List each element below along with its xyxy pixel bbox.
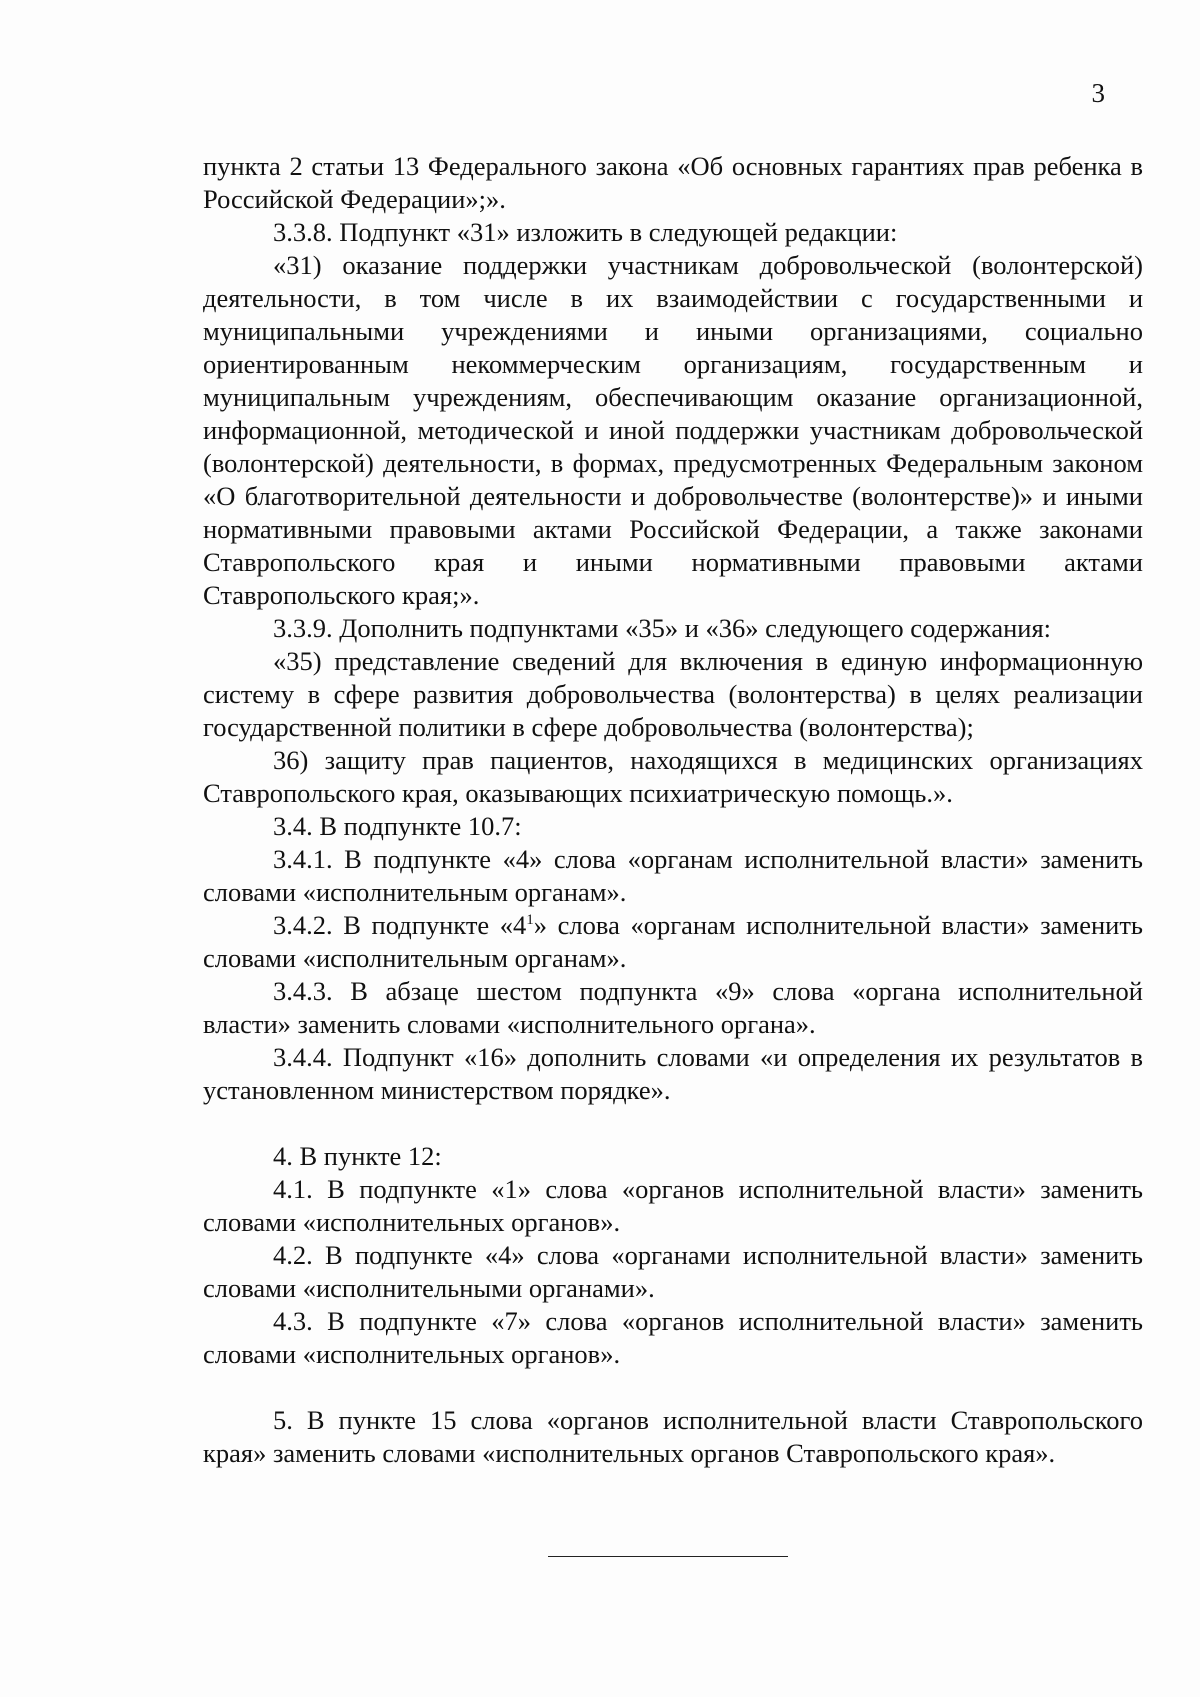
paragraph-3-4-3: 3.4.3. В абзаце шестом подпункта «9» слова «органа исполнительной власти» заменить словами «исполнительного органа». [203,976,1143,1039]
paragraph-3-4: 3.4. В подпункте 10.7: [273,811,522,841]
paragraph-continuation: пункта 2 статьи 13 Федерального закона «Об основных гарантиях прав ребенка в Российской Федерации»;». [203,151,1143,214]
paragraph-3-3-8: 3.3.8. Подпункт «31» изложить в следующей редакции: [273,217,898,247]
paragraph-gap [203,1107,1143,1140]
document-body [203,150,1143,1470]
paragraph-3-4-4: 3.4.4. Подпункт «16» дополнить словами «и определения их результатов в установленном министерством порядке». [203,1042,1143,1105]
end-of-document-rule [548,1556,788,1557]
paragraph-3-4-2-pre: 3.4.2. В подпункте «4 [273,910,527,940]
paragraph-3-4-2-post: » слова «органам исполнительной власти» заменить словами «исполнительным органам». [203,910,1143,973]
paragraph-subitem-36: 36) защиту прав пациентов, находящихся в медицинских организациях Ставропольского края, оказывающих психиатрическую помощь.». [203,745,1143,808]
paragraph-5: 5. В пункте 15 слова «органов исполнительной власти Ставропольского края» заменить словами «исполнительных органов Ставропольского края». [203,1405,1143,1468]
page-number: 3 [1091,78,1105,108]
paragraph-4-1: 4.1. В подпункте «1» слова «органов исполнительной власти» заменить словами «исполнительных органов». [203,1174,1143,1237]
paragraph-subitem-31: «31) оказание поддержки участникам добровольческой (волонтерской) деятельности, в том числе в их взаимодействии с государственными и муниципальными учреждениями и иными организациями, социально ориентированным некоммерческим организациям, государственным и муниципальным учреждениям, обеспечивающим оказание организационной, информационной, методической и иной поддержки участникам добровольческой (волонтерской) деятельности, в формах, предусмотренных Федеральным законом «О благотворительной деятельности и добровольчестве (волонтерстве)» и иными нормативными правовыми актами Российской Федерации, а также законами Ставропольского края и иными нормативными правовыми актами Ставропольского края;». [203,250,1143,610]
paragraph-subitem-35: «35) представление сведений для включения в единую информационную систему в сфере развития добровольчества (волонтерства) в целях реализации государственной политики в сфере добровольчества (волонтерства); [203,646,1143,742]
superscript: 1 [526,912,534,928]
paragraph-3-3-9: 3.3.9. Дополнить подпунктами «35» и «36» следующего содержания: [273,613,1052,643]
paragraph-3-4-1: 3.4.1. В подпункте «4» слова «органам исполнительной власти» заменить словами «исполнительным органам». [203,844,1143,907]
paragraph-4-2: 4.2. В подпункте «4» слова «органами исполнительной власти» заменить словами «исполнительными органами». [203,1240,1143,1303]
paragraph-gap [203,1371,1143,1404]
paragraph-4: 4. В пункте 12: [273,1141,442,1171]
paragraph-3-4-2 [203,909,1143,975]
paragraph-4-3: 4.3. В подпункте «7» слова «органов исполнительной власти» заменить словами «исполнительных органов». [203,1306,1143,1369]
